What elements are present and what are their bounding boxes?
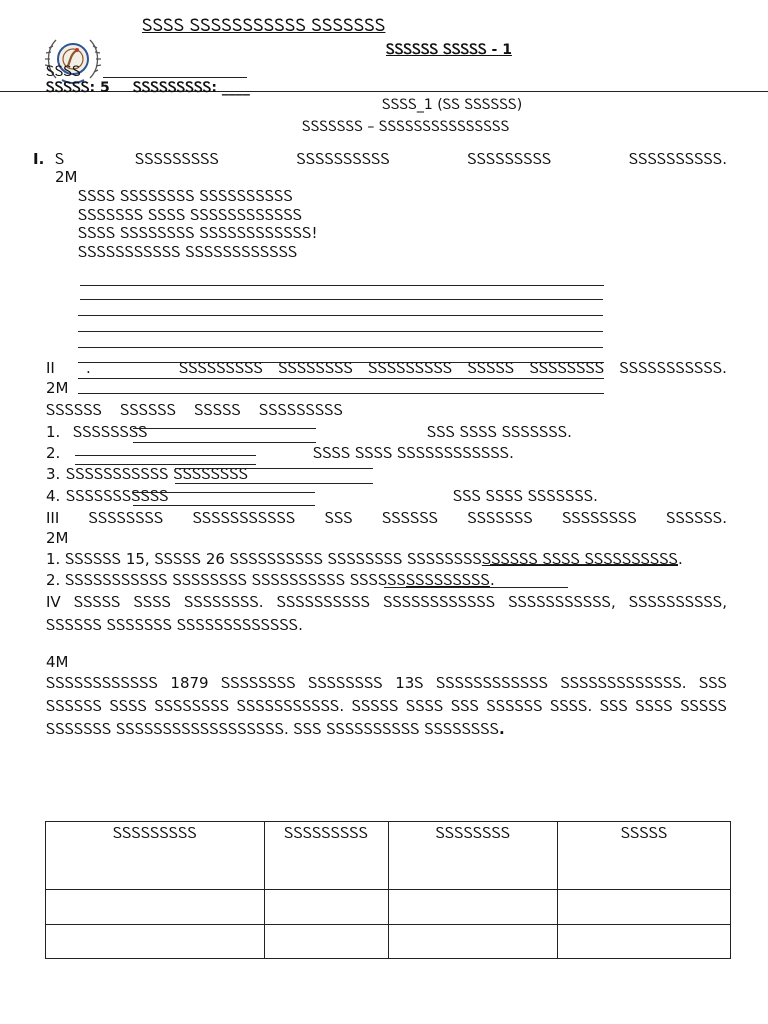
fill-blank-line[interactable] <box>75 455 256 456</box>
sentence-number: 2. <box>46 571 61 589</box>
fill-blank-line[interactable] <box>133 505 315 506</box>
section-2-word: ᏚᏚᏚᏚᏚᏚᏚᏚᏚᏚᏚ. <box>619 359 727 377</box>
rewrite-line[interactable] <box>490 564 678 565</box>
section-2-instruction <box>179 359 727 377</box>
table-cell[interactable] <box>558 925 731 959</box>
section-1-instruction <box>135 150 727 168</box>
section-2-marks: 2M <box>46 379 69 397</box>
paragraph-text: ᏚᏚᏚᏚᏚᏚᏚᏚᏚᏚᏚᏚ 1879 ᏚᏚᏚᏚᏚᏚᏚᏚ ᏚᏚᏚᏚᏚᏚᏚᏚ 13Ꮪ ᏚᏚᏚᏚᏚᏚᏚᏚᏚᏚᏚᏚ ᏚᏚᏚᏚᏚᏚᏚᏚᏚᏚᏚᏚᏚ. ᏚᏚᏚ ᏚᏚᏚᏚᏚᏚ ᏚᏚᏚᏚ ᏚᏚᏚᏚᏚᏚᏚᏚ ᏚᏚᏚᏚᏚᏚᏚᏚᏚᏚᏚ. ᏚᏚᏚᏚᏚ ᏚᏚᏚᏚ ᏚᏚᏚ ᏚᏚᏚᏚᏚᏚ ᏚᏚᏚᏚ. ᏚᏚᏚ ᏚᏚᏚᏚ ᏚᏚᏚᏚᏚ ᏚᏚᏚᏚᏚᏚᏚ ᏚᏚᏚᏚᏚᏚᏚᏚᏚᏚᏚᏚᏚᏚᏚᏚᏚᏚ. ᏚᏚᏚ ᏚᏚᏚᏚᏚᏚᏚᏚᏚᏚ ᏚᏚᏚᏚᏚᏚᏚᏚ <box>46 674 727 738</box>
section-1-number: I. <box>33 150 45 168</box>
table-header-cell <box>264 822 388 890</box>
name-label: ᏚᏚᏚᏚ <box>46 64 81 80</box>
section-3-word: ᏚᏚᏚ <box>324 509 353 527</box>
section-2-word: ᏚᏚᏚᏚᏚ <box>467 359 515 377</box>
sentence-end: . <box>678 550 683 568</box>
table-cell[interactable] <box>264 890 388 925</box>
section-1-word: ᏚᏚᏚᏚᏚᏚᏚᏚᏚᏚ <box>296 150 390 168</box>
section-3-number: III <box>46 509 60 527</box>
chapter-line: ᏚᏚᏚᏚᏚᏚᏚ – ᏚᏚᏚᏚᏚᏚᏚᏚᏚᏚᏚᏚᏚᏚᏚ <box>302 119 510 135</box>
word-bank <box>46 401 343 419</box>
section-1-marker: Ꮪ <box>55 150 65 168</box>
rewrite-line[interactable] <box>384 587 568 588</box>
section-3-word: ᏚᏚᏚᏚᏚᏚᏚᏚᏚᏚᏚ <box>192 509 296 527</box>
table-cell[interactable] <box>388 925 558 959</box>
fill-blank-line[interactable] <box>133 442 316 443</box>
section-4-instruction-text: ᏚᏚᏚᏚᏚ ᏚᏚᏚᏚ ᏚᏚᏚᏚᏚᏚᏚᏚ. ᏚᏚᏚᏚᏚᏚᏚᏚᏚᏚ ᏚᏚᏚᏚᏚᏚᏚᏚᏚᏚᏚᏚ ᏚᏚᏚᏚᏚᏚᏚᏚᏚᏚᏚ, ᏚᏚᏚᏚᏚᏚᏚᏚᏚᏚ, ᏚᏚᏚᏚᏚᏚ ᏚᏚᏚᏚᏚᏚᏚ ᏚᏚᏚᏚᏚᏚᏚᏚᏚᏚᏚᏚᏚ. <box>46 593 727 634</box>
table-cell[interactable] <box>46 890 265 925</box>
section-4-marks: 4M <box>46 653 69 671</box>
section-label: ᏚᏚᏚᏚᏚᏚᏚᏚᏚ: ____ <box>133 80 250 96</box>
fill-item-number: 1. <box>46 423 61 441</box>
fill-item-tail: ᏚᏚᏚ ᏚᏚᏚᏚ ᏚᏚᏚᏚᏚᏚᏚ. <box>453 487 598 505</box>
fill-item-text: ᏚᏚᏚᏚᏚᏚᏚᏚᏚᏚᏚ ᏚᏚᏚᏚᏚᏚᏚᏚ <box>66 465 249 483</box>
fill-item-text: ᏚᏚᏚᏚᏚᏚᏚᏚᏚᏚᏚ <box>66 487 169 505</box>
answer-line[interactable] <box>78 347 603 348</box>
subject-line: ᏚᏚᏚᏚ_1 (ᏚᏚ ᏚᏚᏚᏚᏚᏚ) <box>382 97 523 113</box>
section-3-word: ᏚᏚᏚᏚᏚᏚᏚᏚ <box>88 509 164 527</box>
answer-table <box>45 821 731 959</box>
sentence-text: ᏚᏚᏚᏚᏚᏚ 15, ᏚᏚᏚᏚᏚ 26 ᏚᏚᏚᏚᏚᏚᏚᏚᏚᏚ ᏚᏚᏚᏚᏚᏚᏚᏚ ᏚᏚᏚᏚᏚᏚᏚᏚ <box>65 550 482 568</box>
section-1-word: ᏚᏚᏚᏚᏚᏚᏚᏚᏚᏚ. <box>628 150 727 168</box>
answer-line[interactable] <box>78 331 603 332</box>
word-bank-item: ᏚᏚᏚᏚᏚᏚ <box>120 401 177 419</box>
section-4-number: IV <box>46 593 61 611</box>
word-bank-item: ᏚᏚᏚᏚᏚᏚᏚᏚᏚ <box>259 401 343 419</box>
section-2-word: ᏚᏚᏚᏚᏚᏚᏚᏚᏚ <box>368 359 453 377</box>
table-header-label: ᏚᏚᏚᏚᏚᏚᏚᏚ <box>435 824 511 842</box>
fill-item-number: 2. <box>46 444 61 462</box>
section-3-word: ᏚᏚᏚᏚᏚᏚᏚ <box>467 509 533 527</box>
fill-blank-line[interactable] <box>133 428 316 429</box>
table-cell[interactable] <box>388 890 558 925</box>
poem-line: ᏚᏚᏚᏚ ᏚᏚᏚᏚᏚᏚᏚᏚ ᏚᏚᏚᏚᏚᏚᏚᏚᏚᏚᏚᏚ! <box>78 224 318 242</box>
fill-blank-line[interactable] <box>175 468 373 469</box>
fill-item-text: ᏚᏚᏚᏚᏚᏚᏚᏚ <box>73 423 148 441</box>
table-header-label: ᏚᏚᏚᏚᏚᏚᏚᏚᏚ <box>112 824 197 842</box>
table-cell[interactable] <box>558 890 731 925</box>
name-input-line[interactable] <box>103 77 247 78</box>
section-2-dot: . <box>86 359 91 377</box>
section-2-number: II <box>46 359 55 377</box>
answer-line[interactable] <box>80 299 603 300</box>
fill-item-number: 3. <box>46 465 61 483</box>
answer-line[interactable] <box>78 315 603 316</box>
section-3-word: ᏚᏚᏚᏚᏚᏚᏚᏚ <box>562 509 637 527</box>
section-3-word: ᏚᏚᏚᏚᏚᏚ. <box>666 509 727 527</box>
section-2-word: ᏚᏚᏚᏚᏚᏚᏚᏚ <box>278 359 353 377</box>
section-4-instruction <box>46 591 727 637</box>
fill-item-tail: ᏚᏚᏚᏚ ᏚᏚᏚᏚ ᏚᏚᏚᏚᏚᏚᏚᏚᏚᏚᏚᏚ. <box>313 444 514 462</box>
class-label: ᏚᏚᏚᏚᏚ: 5 <box>46 80 110 96</box>
table-header-row <box>46 822 731 890</box>
section-2-word: ᏚᏚᏚᏚᏚᏚᏚᏚ <box>529 359 605 377</box>
table-header-cell <box>388 822 558 890</box>
table-header-label: ᏚᏚᏚᏚᏚᏚᏚᏚᏚ <box>284 824 369 842</box>
paragraph-end: . <box>499 720 505 738</box>
sentence-text: ᏚᏚᏚᏚᏚᏚᏚᏚᏚᏚᏚ ᏚᏚᏚᏚᏚᏚᏚᏚ ᏚᏚᏚᏚᏚᏚᏚᏚᏚᏚ ᏚᏚᏚᏚᏚᏚ <box>65 571 406 589</box>
sentence-end: . <box>489 571 495 589</box>
table-cell[interactable] <box>264 925 388 959</box>
answer-line[interactable] <box>78 393 604 394</box>
table-header-cell <box>558 822 731 890</box>
table-cell[interactable] <box>46 925 265 959</box>
section-1-marks: 2M <box>55 168 78 186</box>
header-rule <box>0 91 768 92</box>
worksheet-label: ᏚᏚᏚᏚᏚᏚ ᏚᏚᏚᏚᏚ - 1 <box>386 42 512 58</box>
word-bank-item: ᏚᏚᏚᏚᏚ <box>194 401 241 419</box>
section-1-word: ᏚᏚᏚᏚᏚᏚᏚᏚᏚ <box>135 150 219 168</box>
answer-line[interactable] <box>78 378 604 379</box>
table-row <box>46 890 731 925</box>
table-row <box>46 925 731 959</box>
section-1-word: ᏚᏚᏚᏚᏚᏚᏚᏚᏚ <box>467 150 552 168</box>
fill-blank-line[interactable] <box>175 483 373 484</box>
poem-line: ᏚᏚᏚᏚ ᏚᏚᏚᏚᏚᏚᏚᏚ ᏚᏚᏚᏚᏚᏚᏚᏚᏚᏚ <box>78 187 293 205</box>
sentence-number: 1. <box>46 550 61 568</box>
table-header-cell <box>46 822 265 890</box>
section-3-marks: 2M <box>46 529 69 547</box>
sentence-item <box>46 550 683 568</box>
word-bank-item: ᏚᏚᏚᏚᏚᏚ <box>46 401 102 419</box>
section-3-word: ᏚᏚᏚᏚᏚᏚ <box>382 509 439 527</box>
poem-line: ᏚᏚᏚᏚᏚᏚᏚ ᏚᏚᏚᏚ ᏚᏚᏚᏚᏚᏚᏚᏚᏚᏚᏚᏚ <box>78 206 303 224</box>
school-name: ᏚᏚᏚᏚ ᏚᏚᏚᏚᏚᏚᏚᏚᏚᏚᏚ ᏚᏚᏚᏚᏚᏚᏚ <box>142 16 386 36</box>
section-3-instruction <box>46 509 727 527</box>
section-2-word: ᏚᏚᏚᏚᏚᏚᏚᏚᏚ <box>179 359 263 377</box>
answer-line[interactable] <box>80 285 604 286</box>
section-4-paragraph <box>46 672 727 741</box>
fill-item-tail: ᏚᏚᏚ ᏚᏚᏚᏚ ᏚᏚᏚᏚᏚᏚᏚ. <box>427 423 572 441</box>
sentence-underlined-part: ᏚᏚᏚᏚᏚᏚᏚᏚᏚ <box>405 571 490 589</box>
poem-line: ᏚᏚᏚᏚᏚᏚᏚᏚᏚᏚᏚ ᏚᏚᏚᏚᏚᏚᏚᏚᏚᏚᏚᏚ <box>78 243 298 261</box>
table-header-label: ᏚᏚᏚᏚᏚ <box>620 824 668 842</box>
fill-blank-line[interactable] <box>133 492 315 493</box>
sentence-underlined-part: ᏚᏚᏚᏚᏚᏚ ᏚᏚᏚᏚ ᏚᏚᏚᏚᏚᏚᏚᏚᏚᏚ <box>481 550 678 568</box>
fill-item-number: 4. <box>46 487 61 505</box>
